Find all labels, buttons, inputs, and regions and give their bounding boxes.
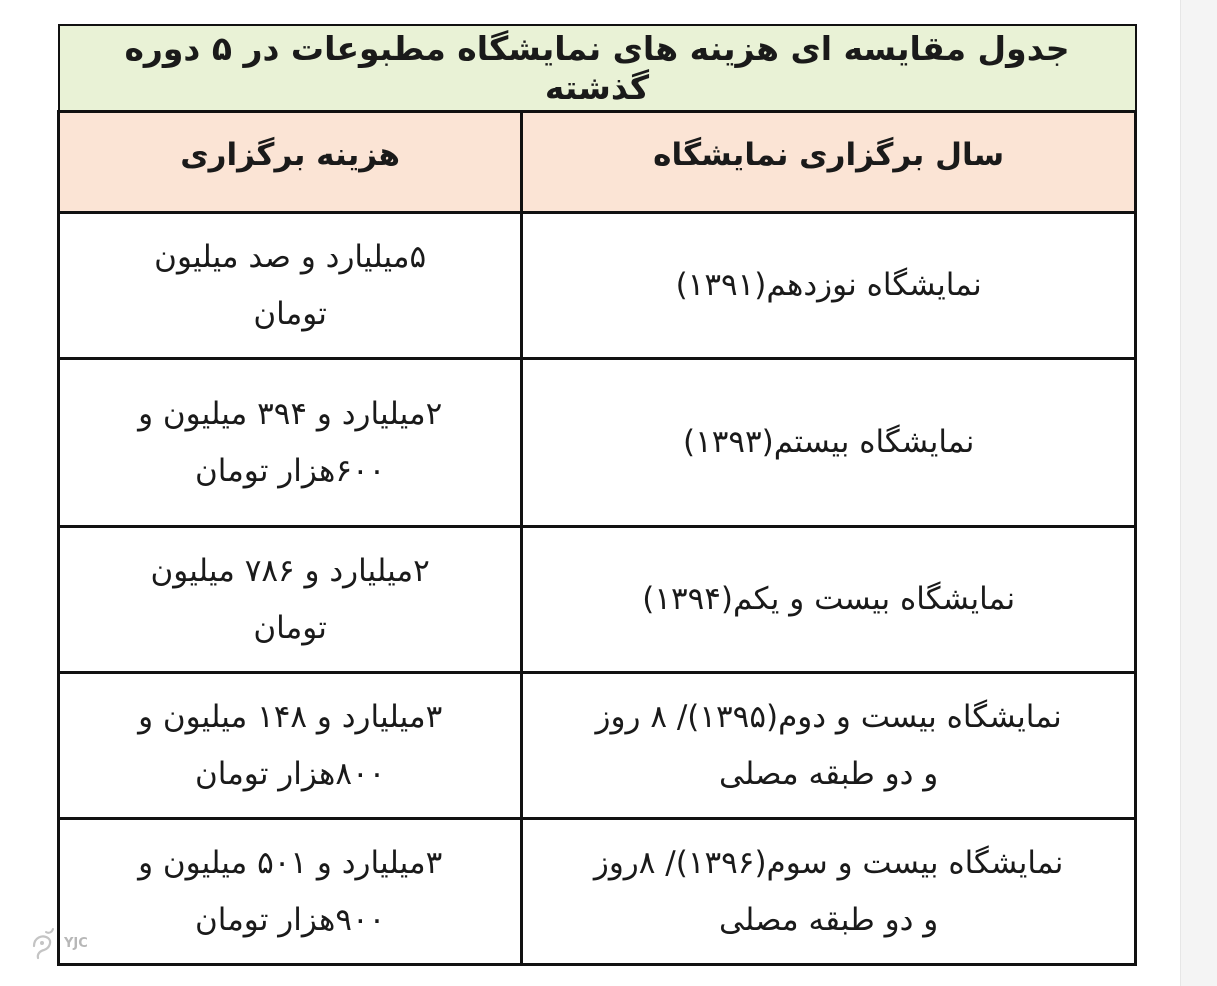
year-line: و دو طبقه مصلی: [719, 755, 939, 792]
cost-line: ۸۰۰هزار تومان: [194, 755, 386, 792]
watermark-text: YJC: [64, 935, 88, 951]
year-line: نمایشگاه نوزدهم(۱۳۹۱): [675, 267, 982, 303]
cost-line: تومان: [253, 295, 327, 332]
year-line: نمایشگاه بیستم(۱۳۹۳): [682, 424, 975, 460]
table-row: [59, 213, 1136, 359]
cost-line: ۹۰۰هزار تومان: [194, 901, 386, 938]
year-cell: [522, 819, 1136, 965]
cost-line: تومان: [253, 609, 327, 646]
header-cost: هزینه برگزاری: [59, 112, 522, 213]
expo-cost-comparison-table: [57, 24, 1137, 966]
yjc-logo-icon: [26, 926, 60, 960]
year-line: نمایشگاه بیست و یکم(۱۳۹۴): [642, 581, 1016, 617]
cost-cell: [59, 527, 522, 673]
year-cell: [522, 527, 1136, 673]
year-line: نمایشگاه بیست و دوم(۱۳۹۵)/ ۸ روز: [595, 698, 1062, 735]
header-row: [59, 112, 1136, 213]
cost-cell: [59, 213, 522, 359]
table-row: [59, 819, 1136, 965]
cost-line: ۲میلیارد و ۷۸۶ میلیون: [150, 552, 430, 589]
cost-line: ۳میلیارد و ۵۰۱ میلیون و: [138, 844, 443, 881]
cost-line: ۶۰۰هزار تومان: [194, 452, 386, 489]
header-year: سال برگزاری نمایشگاه: [522, 112, 1136, 213]
year-cell: [522, 213, 1136, 359]
page-side-strip: [1180, 0, 1217, 986]
year-line: و دو طبقه مصلی: [719, 901, 939, 938]
cost-line: ۵میلیارد و صد میلیون: [154, 238, 427, 275]
cost-cell: [59, 673, 522, 819]
comparison-table-container: [57, 24, 1137, 966]
cost-line: ۳میلیارد و ۱۴۸ میلیون و: [138, 698, 443, 735]
cost-line: ۲میلیارد و ۳۹۴ میلیون و: [138, 395, 443, 432]
year-line: نمایشگاه بیست و سوم(۱۳۹۶)/ ۸روز: [593, 844, 1064, 881]
year-cell: [522, 359, 1136, 527]
table-row: [59, 527, 1136, 673]
table-row: [59, 359, 1136, 527]
cost-cell: [59, 359, 522, 527]
yjc-watermark: [26, 926, 88, 960]
year-cell: [522, 673, 1136, 819]
cost-cell: [59, 819, 522, 965]
table-title: جدول مقایسه ای هزینه های نمایشگاه مطبوعات در ۵ دوره گذشته: [59, 25, 1136, 112]
title-row: [59, 25, 1136, 112]
table-row: [59, 673, 1136, 819]
